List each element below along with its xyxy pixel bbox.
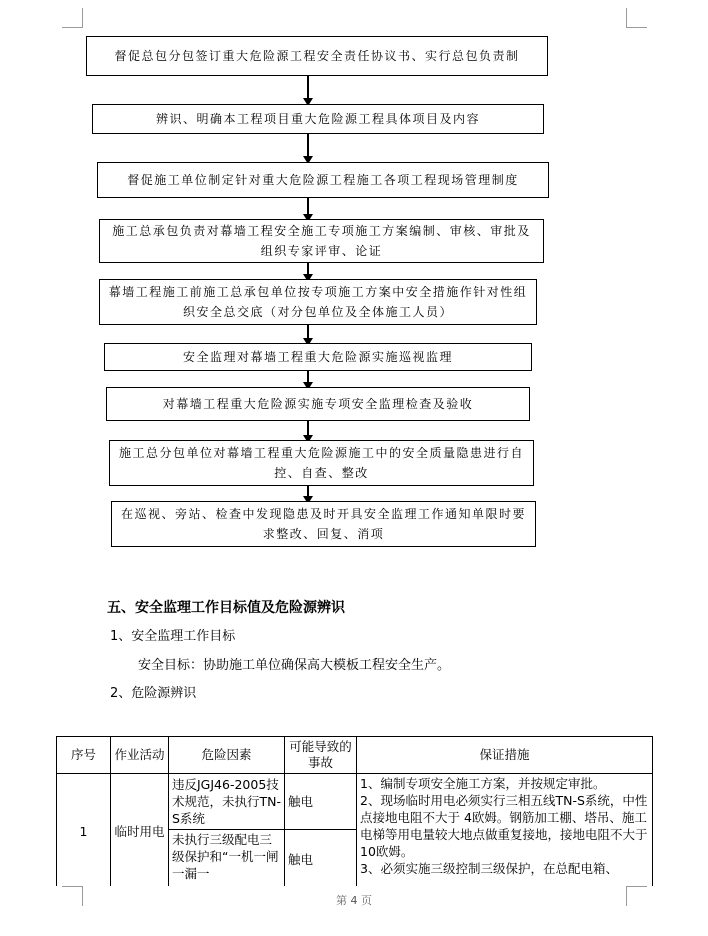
row-risk-factor-1: 违反JGJ46-2005技术规范，未执行TN-S系统 — [169, 774, 285, 830]
item-hazard-identification-title: 2、危险源辨识 — [110, 686, 197, 701]
flow-step-9 — [111, 501, 536, 547]
row-accident-1: 触电 — [285, 774, 357, 830]
row-accident-2: 触电 — [285, 830, 357, 890]
corner-mark-top-left-v — [82, 8, 83, 28]
corner-mark-top-right-h — [626, 27, 647, 28]
row-risk-factor-2: 未执行三级配电三级保护和“一机一闸一漏一 — [169, 830, 285, 890]
flow-step-4 — [99, 219, 544, 263]
flow-arrow-2 — [307, 134, 309, 158]
flow-arrow-3 — [307, 198, 309, 216]
flow-step-1-text: 督促总包分包签订重大危险源工程安全责任协议书、实行总包负责制 — [114, 49, 520, 63]
header-risk-factor: 危险因素 — [169, 737, 285, 774]
flow-arrow-1 — [307, 76, 309, 100]
corner-mark-top-right-v — [626, 8, 627, 28]
flow-step-6-text: 安全监理对幕墙工程重大危险源实施巡视监理 — [182, 350, 453, 364]
flow-step-9-text: 在巡视、旁站、检查中发现隐患及时开具安全监理工作通知单限时要求整改、回复、消项 — [120, 507, 526, 541]
page-number: 4 — [350, 894, 358, 907]
flow-step-5 — [99, 279, 537, 325]
section-heading: 五、安全监理工作目标值及危险源辨识 — [107, 600, 345, 616]
flow-step-4-text: 施工总承包负责对幕墙工程安全施工专项施工方案编制、审核、审批及组织专家评审、论证 — [112, 224, 531, 258]
corner-mark-bottom-right-h — [626, 886, 647, 887]
header-possible-accident: 可能导致的事故 — [285, 737, 357, 774]
table-header-row — [57, 737, 653, 774]
header-activity: 作业活动 — [111, 737, 169, 774]
measure-2: 2、现场临时用电必须实行三相五线TN-S系统，中性点接地电阻不大于 4欧姆。钢筋加工棚、塔吊、施工电梯等用电量较大地点做重复接地，接地电阻不大于 10欧姆。 — [360, 793, 648, 859]
flow-step-2 — [92, 104, 544, 134]
flow-step-8 — [109, 440, 534, 486]
corner-mark-top-left-h — [62, 27, 83, 28]
flow-step-3 — [97, 162, 549, 198]
measure-3: 3、必须实施三级控制三级保护，在总配电箱、 — [360, 861, 618, 876]
flow-arrow-4 — [307, 263, 309, 276]
row-no: 1 — [57, 774, 111, 890]
flow-step-7 — [106, 387, 530, 421]
flow-step-6 — [104, 343, 532, 371]
flow-step-3-text: 督促施工单位制定针对重大危险源工程施工各项工程现场管理制度 — [127, 173, 519, 187]
flow-step-8-text: 施工总分包单位对幕墙工程重大危险源施工中的安全质量隐患进行自控、自查、整改 — [118, 446, 524, 480]
header-no: 序号 — [57, 737, 111, 774]
corner-mark-bottom-left-h — [62, 886, 83, 887]
table-row — [57, 774, 653, 830]
header-measures: 保证措施 — [357, 737, 653, 774]
flow-step-7-text: 对幕墙工程重大危险源实施专项安全监理检查及验收 — [162, 397, 474, 411]
page-footer — [0, 892, 708, 908]
flow-arrow-5 — [307, 325, 309, 340]
row-measures — [357, 774, 653, 890]
flow-arrow-7 — [307, 421, 309, 437]
flow-step-5-text: 幕墙工程施工前施工总承包单位按专项施工方案中安全措施作针对性组织安全总交底（对分包单位及全体施工人员） — [108, 285, 528, 319]
flow-step-2-text: 辨识、明确本工程项目重大危险源工程具体项目及内容 — [155, 112, 480, 126]
flow-step-1 — [86, 36, 548, 76]
footer-suffix: 页 — [361, 894, 372, 907]
safety-goal-text: 安全目标：协助施工单位确保高大模板工程安全生产。 — [138, 658, 451, 673]
footer-prefix: 第 — [336, 894, 347, 907]
item-safety-target-title: 1、安全监理工作目标 — [110, 629, 236, 644]
hazard-table — [56, 736, 653, 890]
measure-1: 1、编制专项安全施工方案，并按规定审批。 — [360, 776, 606, 791]
flow-arrow-6 — [307, 371, 309, 384]
row-activity: 临时用电 — [111, 774, 169, 890]
flow-arrow-8 — [307, 486, 309, 498]
